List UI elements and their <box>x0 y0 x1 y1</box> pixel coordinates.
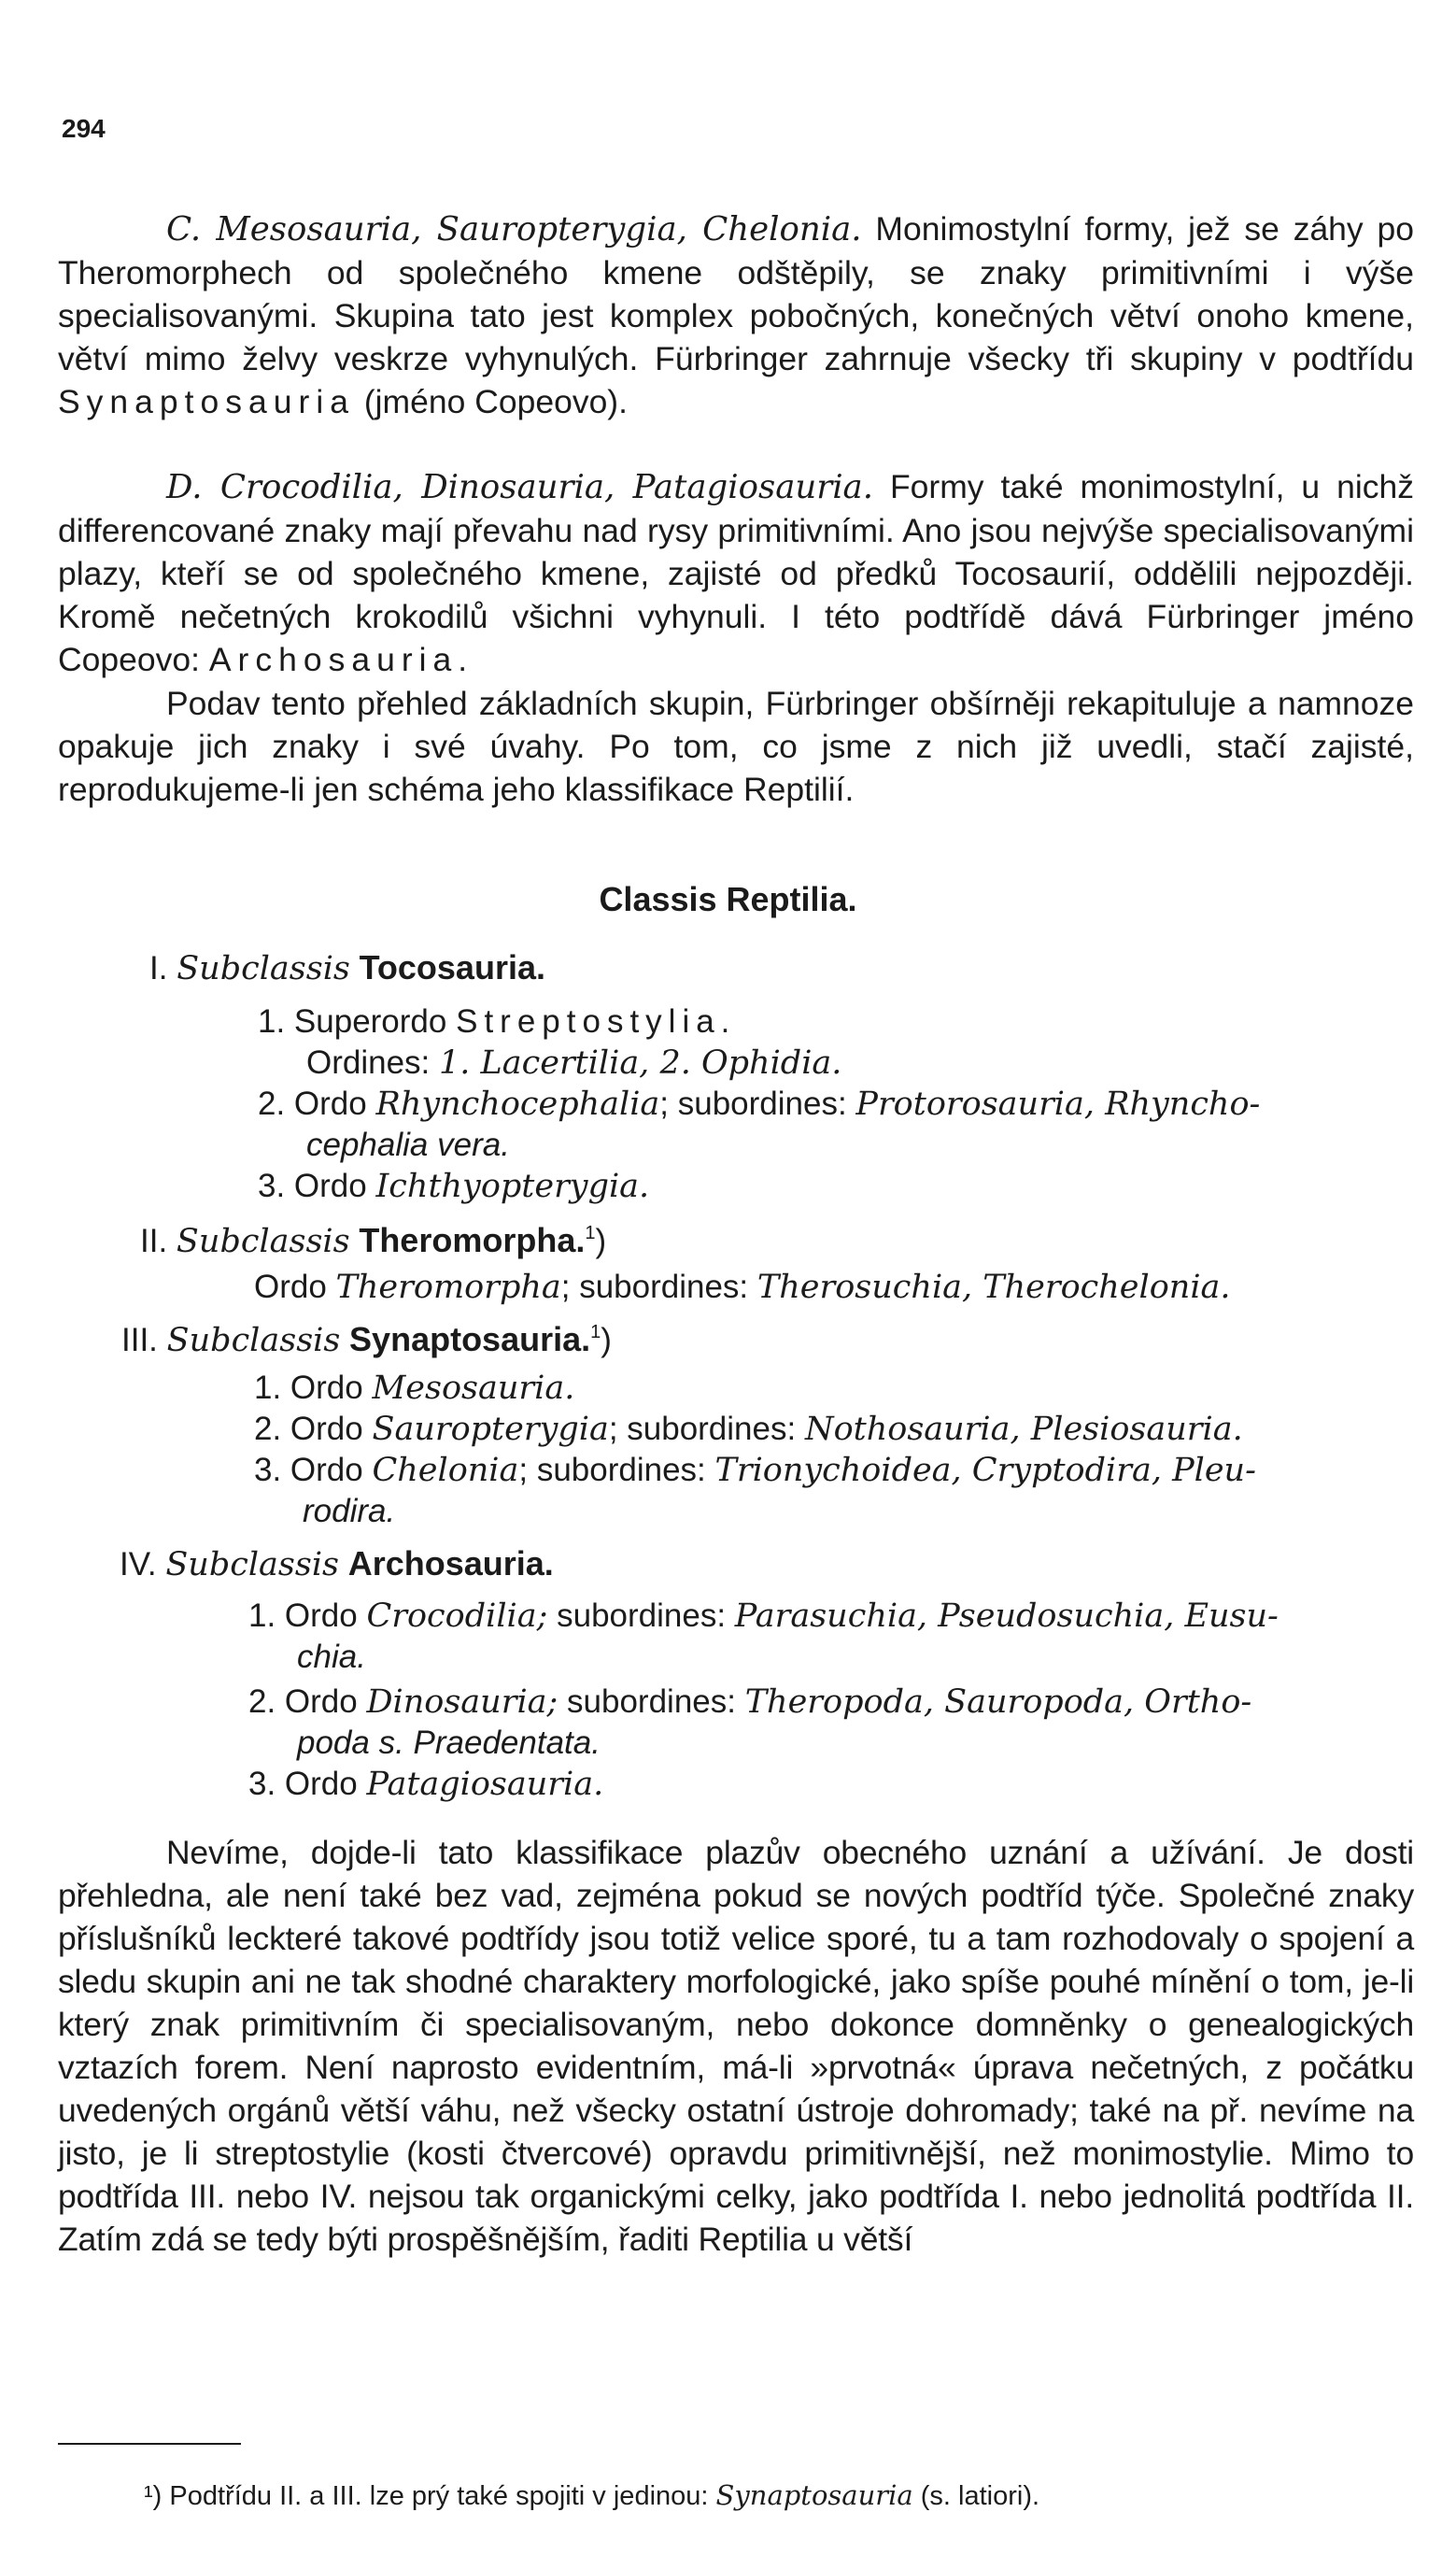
ordo-label: Ordo <box>254 1269 336 1305</box>
ordo-name: Theromorpha <box>335 1269 561 1306</box>
paragraph-critique: Nevíme, dojde-li tato klassifikace plazův obecného uznání a užívání. Je dosti přehledna, ale není také bez vad, zejména pokud se nových podtříd týče. Společné znaky příslušníků leckteré takové podtřídy jsou totiž velice sporé, tu a tam rozhodovaly o spojení a sledu skupin ani ne tak shodné charaktery morfologické, jako spíše pouhé mínění o tom, je-li který znak primitivním či specialisovaným, nebo dokonce domněnky o genealogických vztazích forem. Není naprosto evidentním, má-li »prvotná« úprava nečetných, z počátku uvedených orgánů větší váhu, než všecky ostatní ústroje dohromady; také na př. nevíme na jisto, je li streptostylie (kosti čtvercové) opravdu primitivnější, než monimostylie. Mimo to podtřída III. nebo IV. nejsou tak organickými celky, jako podtřída I. nebo jednolitá podtřída II. Zatím zdá se tedy býti prospěšnějším, řaditi Reptilia u větší <box>58 1834 1414 2258</box>
ordo-number: 3. <box>254 1452 290 1488</box>
ordo-line <box>248 1682 1251 1723</box>
group-heading-c: C. Mesosauria, Sauropterygia, Chelonia. <box>166 210 862 248</box>
subordines-value: Nothosauria, Plesiosauria. <box>804 1411 1243 1448</box>
ordo-number: 2. <box>248 1683 285 1720</box>
ordo-name: Ichthyopterygia. <box>375 1168 650 1205</box>
ordo-line <box>254 1368 574 1409</box>
subordines-label: ; subordines: <box>518 1452 715 1488</box>
ordo-line <box>254 1450 1256 1491</box>
subclass-name: Synaptosauria. <box>349 1320 591 1358</box>
ordo-continuation: cephalia vera. <box>306 1127 510 1163</box>
footnote-italic-term: Synaptosauria <box>715 2479 913 2511</box>
subordines-value: Theropoda, Sauropoda, Ortho- <box>744 1683 1252 1721</box>
subordines-label: ; subordines: <box>560 1269 757 1305</box>
ordo-label: Ordo <box>290 1452 373 1488</box>
ordo-name: Rhynchocephalia <box>375 1086 660 1123</box>
ordo-line <box>248 1596 1279 1637</box>
footnote-marker-paren: ) <box>595 1223 607 1259</box>
ordo-name: Crocodilia; <box>366 1597 548 1635</box>
subclass-2-heading <box>140 1220 606 1262</box>
subclass-1-heading <box>149 947 545 989</box>
subclass-label: Subclassis <box>176 1223 350 1260</box>
ordo-label: Ordo <box>293 1086 376 1122</box>
paragraph-group-d <box>58 465 1414 681</box>
ordo-label: Ordo <box>290 1411 373 1447</box>
spaced-term-synaptosauria: Synaptosauria <box>58 383 355 420</box>
ordo-number: 1. <box>254 1370 290 1406</box>
paragraph-text: (jméno Copeovo). <box>354 383 628 420</box>
paragraph-group-c <box>58 207 1414 423</box>
group-heading-d: D. Crocodilia, Dinosauria, Patagiosauria. <box>166 468 873 506</box>
ordo-line <box>258 1084 1260 1125</box>
subordines-label: ; subordines: <box>608 1411 805 1447</box>
ordo-label: Ordo <box>284 1766 367 1802</box>
ordo-continuation: poda s. Praedentata. <box>297 1725 601 1761</box>
footnote-mark: ¹) <box>144 2481 163 2511</box>
ordo-number: 1. <box>248 1597 285 1634</box>
ordo-line <box>254 1409 1243 1450</box>
ordo-label: Ordo <box>284 1683 367 1720</box>
ordo-label: Ordo <box>284 1597 367 1634</box>
classification-title: Classis Reptilia. <box>599 880 857 918</box>
subordines-value: Therosuchia, Therochelonia. <box>756 1269 1231 1306</box>
footnote-divider <box>58 2443 241 2445</box>
page-number: 294 <box>62 114 106 143</box>
ordo-number: 2. <box>258 1086 294 1122</box>
ordo-number: 3. <box>248 1766 285 1802</box>
superordo-name: Streptostylia. <box>456 1003 737 1040</box>
ordo-line <box>258 1166 649 1207</box>
subordines-label: subordines: <box>547 1597 735 1634</box>
footnote-marker: 1 <box>585 1223 596 1243</box>
superordo-line <box>258 1001 736 1043</box>
subordines-value: Parasuchia, Pseudosuchia, Eusu- <box>734 1597 1279 1635</box>
subclass-label: Subclassis <box>165 1546 339 1583</box>
subclass-numeral: I. <box>149 950 168 987</box>
ordo-number: 2. <box>254 1411 290 1447</box>
footnote <box>144 2479 1039 2512</box>
subclass-3-heading <box>121 1319 612 1361</box>
ordo-label: Ordo <box>293 1168 376 1204</box>
ordo-continuation: chia. <box>297 1639 366 1675</box>
paragraph-overview: Podav tento přehled základních skupin, Fürbringer obšírněji rekapituluje a namnoze opakuje jich znaky i své úvahy. Po tom, co jsme z nich již uvedli, stačí zajisté, reprodukujeme-li jen schéma jeho klassifikace Reptilií. <box>58 685 1414 808</box>
ordo-name: Dinosauria; <box>366 1683 558 1721</box>
paragraph-text: . <box>458 641 468 678</box>
ordo-name: Chelonia <box>372 1452 519 1489</box>
ordo-name: Mesosauria. <box>372 1370 575 1407</box>
subordines-label: ; subordines: <box>659 1086 856 1122</box>
spaced-term-archosauria: Archosauria <box>208 641 459 678</box>
subclass-label: Subclassis <box>166 1322 341 1359</box>
footnote-marker: 1 <box>590 1322 601 1342</box>
subclass-name: Archosauria. <box>347 1544 554 1583</box>
ordines-value: 1. Lacertilia, 2. Ophidia. <box>439 1044 842 1082</box>
ordo-continuation: rodira. <box>303 1493 396 1529</box>
footnote-marker-paren: ) <box>601 1322 612 1358</box>
subordines-value: Protorosauria, Rhyncho- <box>855 1086 1261 1123</box>
ordo-label: Ordo <box>290 1370 373 1406</box>
ordo-name: Sauropterygia <box>372 1411 609 1448</box>
subclass-name: Theromorpha. <box>359 1221 586 1259</box>
ordines-line <box>306 1043 841 1084</box>
subordines-value: Trionychoidea, Cryptodira, Pleu- <box>714 1452 1256 1489</box>
ordo-number: 3. <box>258 1168 294 1204</box>
footnote-text: Podtřídu II. a III. lze prý také spojiti v jedinou: <box>162 2481 716 2511</box>
subclass-name: Tocosauria. <box>359 948 545 987</box>
ordo-line <box>248 1764 603 1805</box>
ordines-label: Ordines: <box>306 1044 439 1081</box>
subclass-numeral: II. <box>140 1223 168 1259</box>
ordo-name: Patagiosauria. <box>366 1766 604 1803</box>
subclass-4-heading <box>120 1543 554 1585</box>
subclass-numeral: IV. <box>120 1546 157 1583</box>
paragraph-text: Monimostylní formy, jež se záhy po Theromorphech od společného kmene odštěpily, se znaky primitivními i výše specialisovanými. Skupina tato jest komplex pobočných, konečných větví onoho kmene, větví mimo želvy veskrze vyhynulých. Fürbringer zahrnuje všecky tři skupiny v podtřídu <box>58 210 1414 377</box>
subordines-label: subordines: <box>558 1683 745 1720</box>
subclass-label: Subclassis <box>177 950 350 987</box>
footnote-text: (s. latiori). <box>912 2481 1040 2511</box>
subclass-numeral: III. <box>121 1322 158 1358</box>
superordo-label: 1. Superordo <box>258 1003 457 1040</box>
paragraph-text: Formy také monimostylní, u nichž differencované znaky mají převahu nad rysy primitivními. Ano jsou nejvýše specialisovanými plazy, kteří se od společného kmene, zajisté od předků Tocosaurií, oddělili nejpozději. Kromě nečetných krokodilů všichni vyhynuli. I této podtřídě dává Fürbringer jméno Copeovo: <box>58 468 1414 678</box>
ordo-line <box>254 1267 1231 1308</box>
